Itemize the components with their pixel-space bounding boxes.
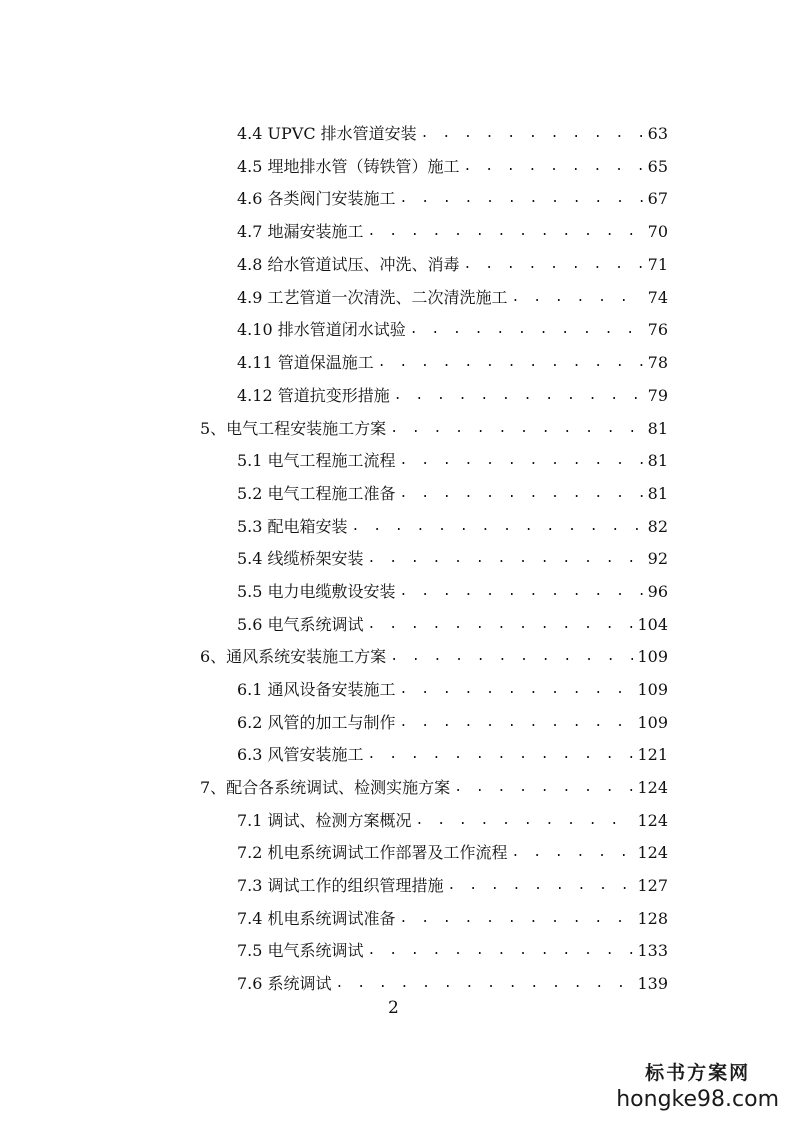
- dot-leader: [512, 288, 644, 308]
- toc-entry-page: 133: [637, 941, 668, 960]
- toc-entry-page: 71: [647, 255, 668, 274]
- toc-entry-page: 128: [637, 909, 668, 928]
- toc-entry[interactable]: [237, 347, 668, 373]
- toc-entry-label: 5、电气工程安装施工方案: [200, 419, 387, 438]
- toc-entry[interactable]: [237, 935, 668, 961]
- toc-entry-label: 7.2 机电系统调试工作部署及工作流程: [237, 843, 508, 862]
- dot-leader: [400, 189, 644, 209]
- toc-entry[interactable]: [237, 216, 668, 242]
- dot-leader: [454, 778, 633, 798]
- toc-entry-label: 7.1 调试、检测方案概况: [237, 811, 412, 830]
- toc-entry[interactable]: [237, 151, 668, 177]
- toc-entry-page: 96: [647, 582, 668, 601]
- toc-entry-page: 74: [647, 288, 668, 307]
- toc-entry[interactable]: [237, 609, 668, 635]
- toc-entry[interactable]: [237, 903, 668, 929]
- toc-entry-page: 124: [637, 778, 668, 797]
- toc-entry-label: 5.4 线缆桥架安装: [237, 549, 364, 568]
- toc-entry-label: 6.1 通风设备安装施工: [237, 680, 396, 699]
- dot-leader: [464, 157, 644, 177]
- toc-entry[interactable]: [237, 543, 668, 569]
- toc-entry-label: 5.6 电气系统调试: [237, 615, 364, 634]
- toc-entry-label: 5.2 电气工程施工准备: [237, 484, 396, 503]
- toc-entry-label: 5.1 电气工程施工流程: [237, 451, 396, 470]
- toc-entry-label: 6、通风系统安装施工方案: [200, 647, 387, 666]
- toc-entry-page: 109: [637, 713, 668, 732]
- watermark-chinese: 标书方案网: [645, 1062, 751, 1084]
- dot-leader: [368, 222, 644, 242]
- toc-entry-page: 127: [637, 876, 668, 895]
- toc-entry[interactable]: [237, 837, 668, 863]
- toc-entry[interactable]: [237, 674, 668, 700]
- dot-leader: [416, 811, 634, 831]
- dot-leader: [368, 941, 634, 961]
- dot-leader: [512, 843, 634, 863]
- toc-entry[interactable]: [237, 968, 668, 994]
- toc-entry-label: 5.5 电力电缆敷设安装: [237, 582, 396, 601]
- dot-leader: [400, 713, 634, 733]
- toc-entry-label: 7.5 电气系统调试: [237, 941, 364, 960]
- toc-entry[interactable]: [237, 739, 668, 765]
- toc-entry[interactable]: [237, 445, 668, 471]
- toc-entry-page: 81: [647, 451, 668, 470]
- toc-entry-page: 78: [647, 353, 668, 372]
- toc-entry-label: 4.7 地漏安装施工: [237, 222, 364, 241]
- toc-entry[interactable]: [237, 870, 668, 896]
- toc-entry-page: 76: [647, 320, 668, 339]
- toc-entry-label: 7.3 调试工作的组织管理措施: [237, 876, 444, 895]
- toc-entry-page: 124: [637, 843, 668, 862]
- toc-entry-label: 5.3 配电箱安装: [237, 517, 348, 536]
- watermark-logo: [616, 1058, 779, 1112]
- dot-leader: [394, 386, 644, 406]
- toc-entry-page: 121: [637, 745, 668, 764]
- toc-entry-page: 63: [647, 124, 668, 143]
- toc-entry[interactable]: [237, 805, 668, 831]
- toc-entry-page: 70: [647, 222, 668, 241]
- toc-entry[interactable]: [237, 249, 668, 275]
- toc-entry-page: 109: [637, 647, 668, 666]
- toc-entry[interactable]: [237, 478, 668, 504]
- dot-leader: [400, 582, 644, 602]
- toc-entry-page: 81: [647, 419, 668, 438]
- page-number: 2: [388, 998, 399, 1018]
- dot-leader: [336, 974, 634, 994]
- dot-leader: [464, 255, 644, 275]
- toc-entry-page: 104: [637, 615, 668, 634]
- dot-leader: [390, 419, 643, 439]
- toc-entry-page: 65: [647, 157, 668, 176]
- dot-leader: [368, 745, 634, 765]
- toc-section-entry[interactable]: [200, 641, 668, 667]
- dot-leader: [378, 353, 644, 373]
- toc-entry-page: 79: [647, 386, 668, 405]
- toc-entry[interactable]: [237, 282, 668, 308]
- toc-entry-label: 4.9 工艺管道一次清洗、二次清洗施工: [237, 288, 508, 307]
- toc-entry[interactable]: [237, 118, 668, 144]
- toc-entry[interactable]: [237, 707, 668, 733]
- toc-entry-label: 4.11 管道保温施工: [237, 353, 374, 372]
- toc-entry-label: 7.6 系统调试: [237, 974, 332, 993]
- toc-entry-page: 67: [647, 189, 668, 208]
- toc-entry[interactable]: [237, 511, 668, 537]
- dot-leader: [400, 680, 634, 700]
- toc-entry-label: 4.10 排水管道闭水试验: [237, 320, 406, 339]
- watermark-domain: hongke98.com: [616, 1087, 779, 1112]
- dot-leader: [368, 615, 634, 635]
- toc-entry-page: 82: [647, 517, 668, 536]
- toc-entry-page: 92: [647, 549, 668, 568]
- toc-entry[interactable]: [237, 380, 668, 406]
- toc-entry-page: 81: [647, 484, 668, 503]
- toc-entry-label: 4.12 管道抗变形措施: [237, 386, 390, 405]
- toc-entry[interactable]: [237, 183, 668, 209]
- toc-entry-page: 139: [637, 974, 668, 993]
- toc-entry-page: 124: [637, 811, 668, 830]
- toc-entry-label: 6.3 风管安装施工: [237, 745, 364, 764]
- toc-entry-label: 4.6 各类阀门安装施工: [237, 189, 396, 208]
- toc-section-entry[interactable]: [200, 772, 668, 798]
- dot-leader: [352, 517, 644, 537]
- toc-section-entry[interactable]: [200, 413, 668, 439]
- dot-leader: [390, 647, 633, 667]
- dot-leader: [400, 451, 644, 471]
- toc-entry-label: 6.2 风管的加工与制作: [237, 713, 396, 732]
- toc-entry-page: 109: [637, 680, 668, 699]
- dot-leader: [410, 320, 644, 340]
- dot-leader: [421, 124, 644, 144]
- toc-entry-label: 4.8 给水管道试压、冲洗、消毒: [237, 255, 460, 274]
- toc-entry[interactable]: [237, 314, 668, 340]
- toc-entry-label: 4.4 UPVC 排水管道安装: [237, 124, 417, 143]
- toc-entry-label: 7.4 机电系统调试准备: [237, 909, 396, 928]
- dot-leader: [400, 909, 634, 929]
- toc-entry-label: 7、配合各系统调试、检测实施方案: [200, 778, 451, 797]
- dot-leader: [400, 484, 644, 504]
- toc-entry[interactable]: [237, 576, 668, 602]
- dot-leader: [368, 549, 644, 569]
- toc-entry-label: 4.5 埋地排水管（铸铁管）施工: [237, 157, 460, 176]
- dot-leader: [448, 876, 634, 896]
